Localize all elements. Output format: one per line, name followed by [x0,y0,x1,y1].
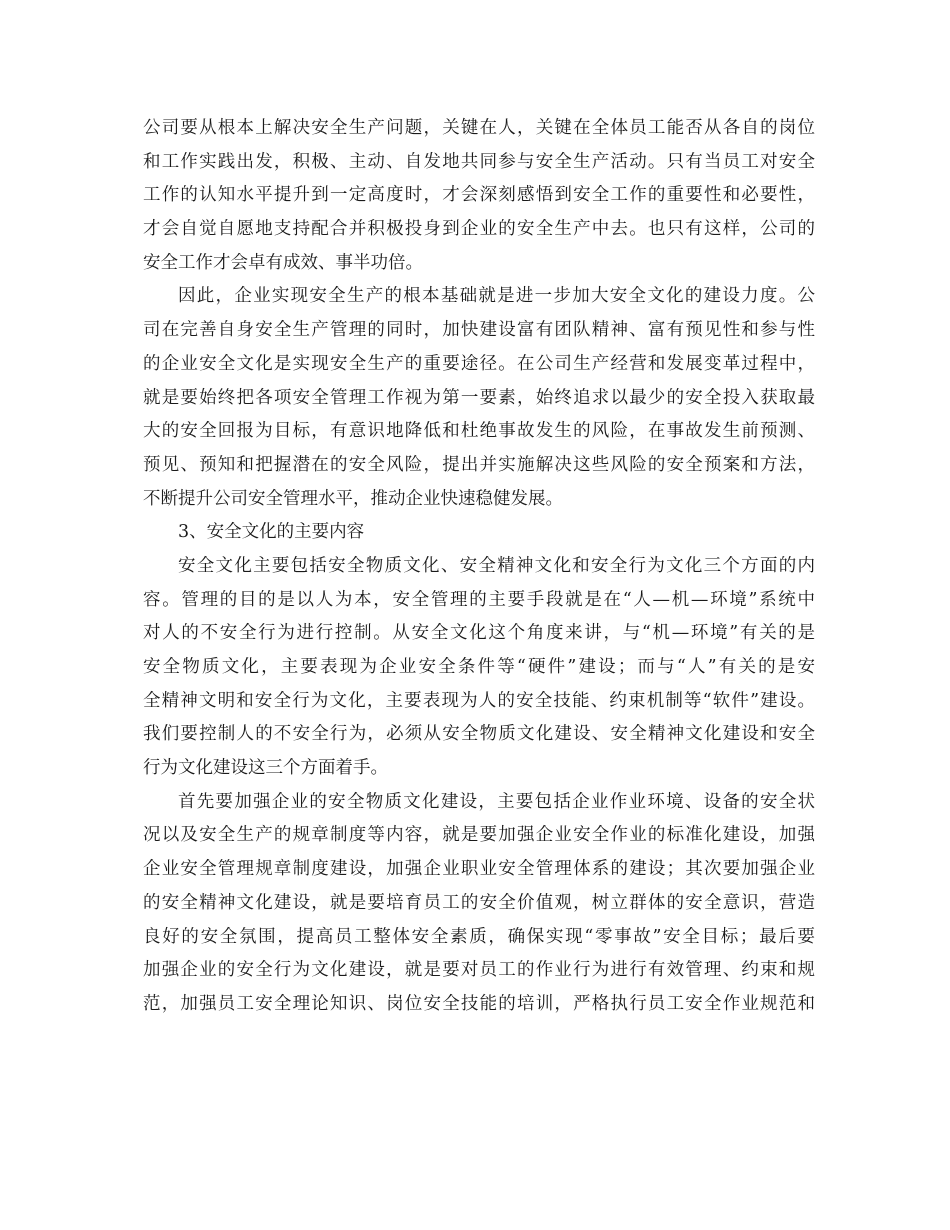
text-line: 对人的不安全行为进行控制。从安全文化这个角度来讲，与“机—环境”有关的是 [143,623,815,644]
text-line: 的安全精神文化建设，就是要培育员工的安全价值观，树立群体的安全意识，营造 [143,892,815,913]
text-line: 就是要始终把各项安全管理工作视为第一要素，始终追求以最少的安全投入获取最 [143,387,815,408]
text-line: 范，加强员工安全理论知识、岗位安全技能的培训，严格执行员工安全作业规范和 [143,993,815,1014]
text-line: 大的安全回报为目标，有意识地降低和杜绝事故发生的风险，在事故发生前预测、 [143,421,815,442]
paragraph [143,280,815,516]
paragraph [143,786,815,1022]
text-line: 的企业安全文化是实现安全生产的重要途径。在公司生产经营和发展变革过程中， [143,353,815,374]
document-body [143,112,815,1022]
text-line: 首先要加强企业的安全物质文化建设，主要包括企业作业环境、设备的安全状 [178,791,815,812]
text-line: 安全工作才会卓有成效、事半功倍。 [143,252,423,273]
text-line: 容。管理的目的是以人为本，安全管理的主要手段就是在“人—机—环境”系统中 [143,589,815,610]
text-line: 良好的安全氛围，提高员工整体安全素质，确保实现“零事故”安全目标；最后要 [143,926,815,947]
text-line: 工作的认知水平提升到一定高度时，才会深刻感悟到安全工作的重要性和必要性， [143,185,815,206]
text-line: 安全文化主要包括安全物质文化、安全精神文化和安全行为文化三个方面的内 [178,555,815,576]
text-line: 安全物质文化，主要表现为企业安全条件等“硬件”建设；而与“人”有关的是安 [143,657,815,677]
paragraph [143,550,815,786]
text-line: 企业安全管理规章制度建设，加强企业职业安全管理体系的建设；其次要加强企业 [143,859,815,880]
text-line: 行为文化建设这三个方面着手。 [143,758,388,779]
text-line: 3、安全文化的主要内容 [178,522,365,543]
text-line: 加强企业的安全行为文化建设，就是要对员工的作业行为进行有效管理、约束和规 [143,960,815,981]
text-line: 预见、预知和把握潜在的安全风险，提出并实施解决这些风险的安全预案和方法， [143,454,815,475]
text-line: 公司要从根本上解决安全生产问题，关键在人，关键在全体员工能否从各自的岗位 [143,118,815,138]
paragraph [143,112,815,280]
text-line: 不断提升公司安全管理水平，推动企业快速稳健发展。 [143,488,563,509]
text-line: 因此，企业实现安全生产的根本基础就是进一步加大安全文化的建设力度。公 [178,286,815,307]
text-line: 才会自觉自愿地支持配合并积极投身到企业的安全生产中去。也只有这样，公司的 [143,219,815,240]
text-line: 和工作实践出发，积极、主动、自发地共同参与安全生产活动。只有当员工对安全 [143,151,815,172]
text-line: 况以及安全生产的规章制度等内容，就是要加强企业安全作业的标准化建设，加强 [143,825,815,846]
text-line: 司在完善自身安全生产管理的同时，加快建设富有团队精神、富有预见性和参与性 [143,320,815,341]
text-line: 我们要控制人的不安全行为，必须从安全物质文化建设、安全精神文化建设和安全 [143,724,815,745]
text-line: 全精神文明和安全行为文化，主要表现为人的安全技能、约束机制等“软件”建设。 [143,690,815,711]
paragraph [143,516,815,550]
